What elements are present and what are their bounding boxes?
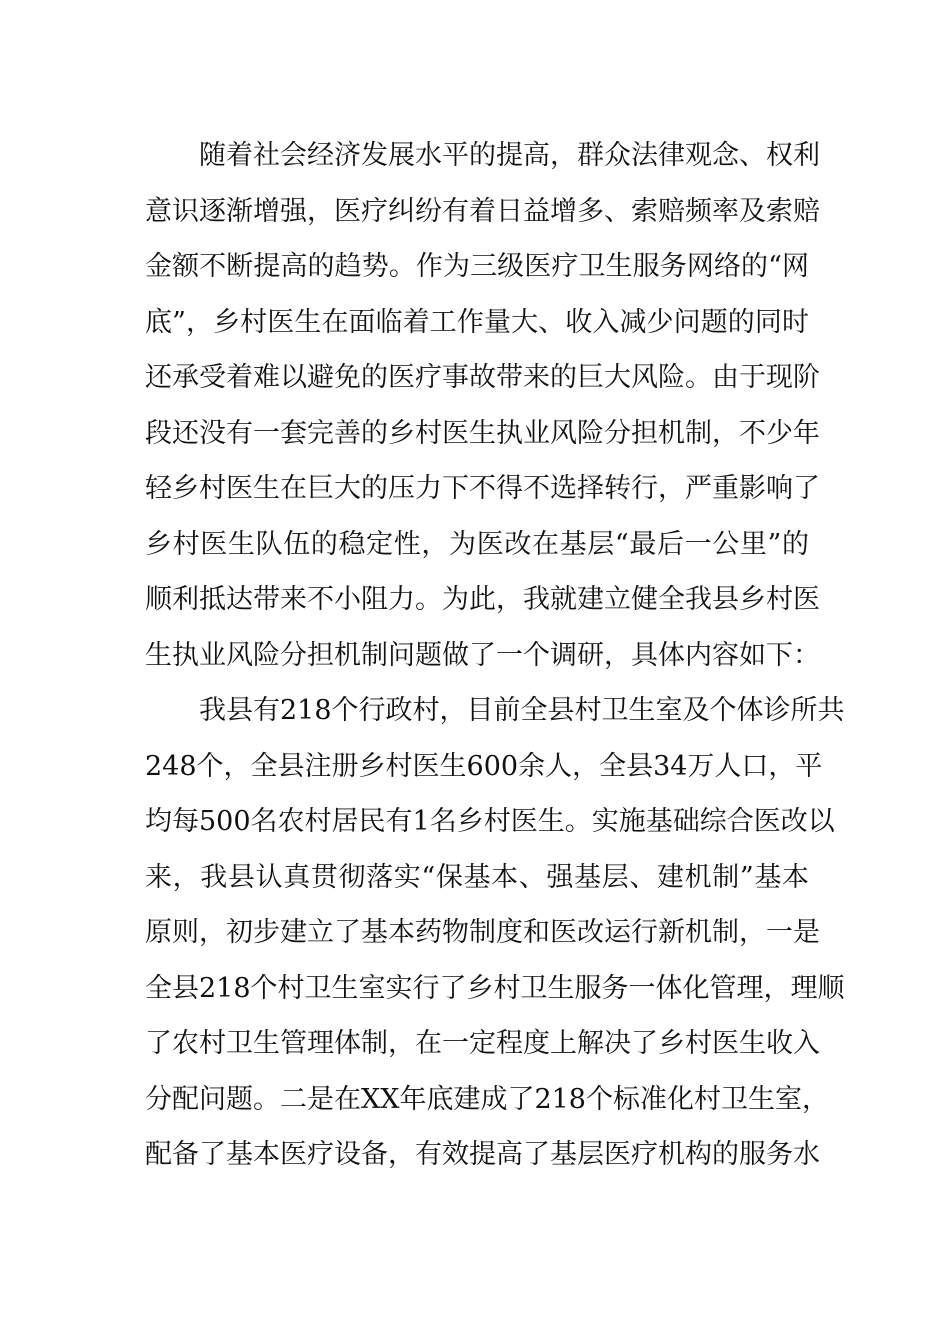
paragraph-1-line-4: 底”，乡村医生在面临着工作量大、收入减少问题的同时 (145, 306, 809, 338)
paragraph-1-line-6: 段还没有一套完善的乡村医生执业风险分担机制，不少年 (145, 417, 820, 449)
paragraph-2-line-5: 原则，初步建立了基本药物制度和医改运行新机制，一是 (145, 917, 820, 948)
paragraph-1-line-9: 顺利抵达带来不小阻力。为此，我就建立健全我县乡村医 (145, 584, 820, 615)
paragraph-1-line-7: 轻乡村医生在巨大的压力下不得不选择转行，严重影响了 (145, 473, 820, 504)
paragraph-2-line-7: 了农村卫生管理体制，在一定程度上解决了乡村医生收入 (145, 1028, 820, 1059)
paragraph-2-line-3: 均每500名农村居民有1名乡村医生。实施基础综合医改以 (145, 806, 835, 837)
paragraph-2-line-2: 248个，全县注册乡村医生600余人，全县34万人口，平 (145, 750, 823, 782)
paragraph-2-line-4: 来，我县认真贯彻落实“保基本、强基层、建机制”基本 (145, 861, 809, 893)
paragraph-1-line-5: 还承受着难以避免的医疗事故带来的巨大风险。由于现阶 (145, 362, 820, 393)
paragraph-2-line-8: 分配问题。二是在XX年底建成了218个标准化村卫生室， (145, 1083, 829, 1115)
paragraph-2-line-9: 配备了基本医疗设备，有效提高了基层医疗机构的服务水 (145, 1139, 820, 1170)
paragraph-2-line-6: 全县218个村卫生室实行了乡村卫生服务一体化管理，理顺 (145, 972, 845, 1004)
paragraph-1-line-1: 随着社会经济发展水平的提高，群众法律观念、权利 (199, 140, 820, 171)
paragraph-2-line-1: 我县有218个行政村，目前全县村卫生室及个体诊所共 (199, 695, 845, 726)
paragraph-1-line-8: 乡村医生队伍的稳定性，为医改在基层“最后一公里”的 (145, 528, 809, 560)
paragraph-1-line-3: 金额不断提高的趋势。作为三级医疗卫生服务网络的“网 (145, 251, 809, 282)
document-body (145, 128, 845, 1183)
paragraph-1-line-10: 生执业风险分担机制问题做了一个调研，具体内容如下： (145, 639, 820, 671)
paragraph-1-line-2: 意识逐渐增强，医疗纠纷有着日益增多、索赔频率及索赔 (145, 195, 820, 227)
